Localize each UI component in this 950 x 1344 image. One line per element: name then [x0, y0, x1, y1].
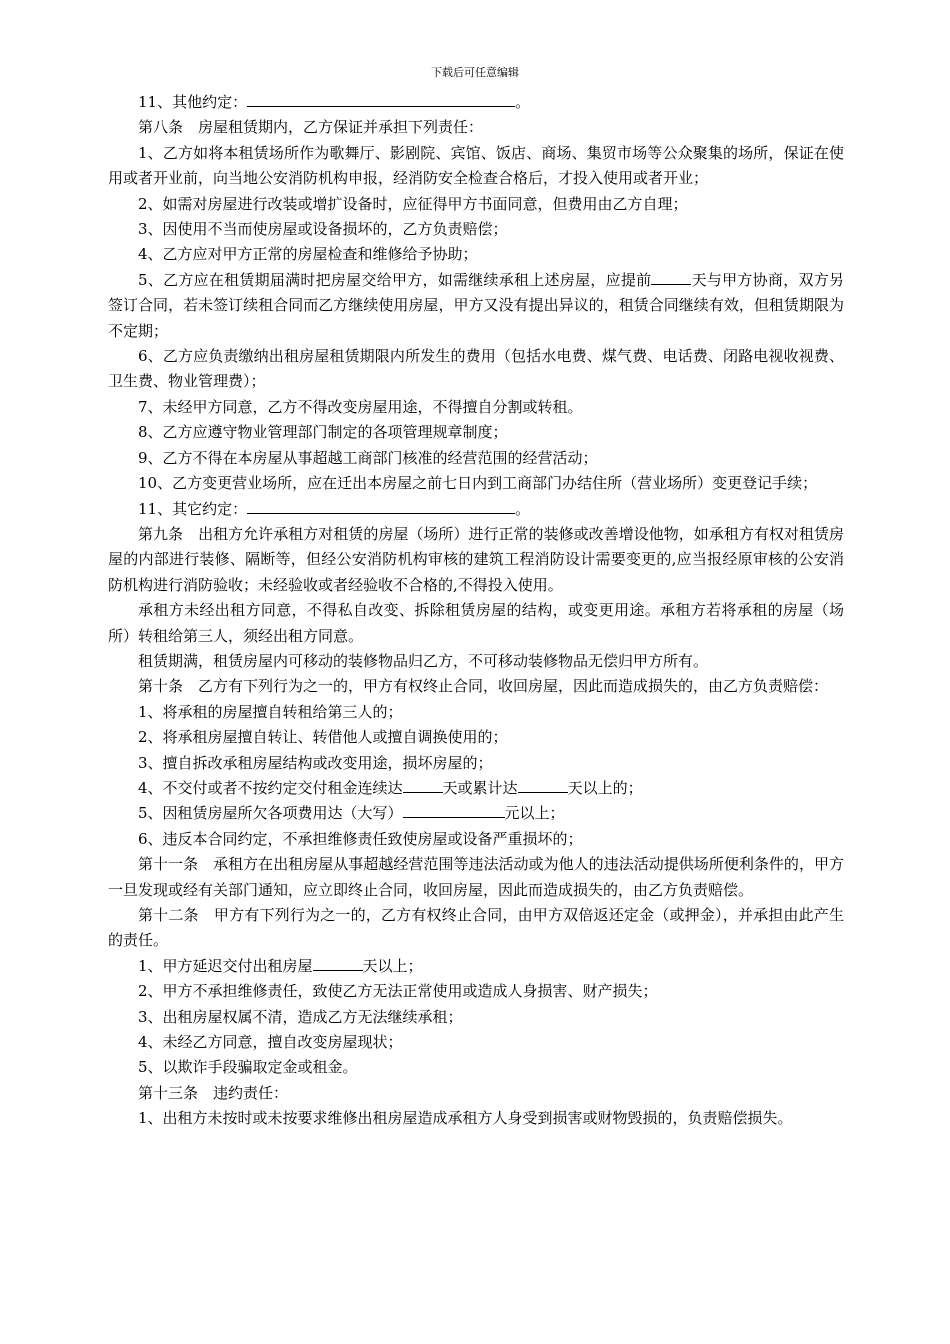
text-span: 1、甲方延迟交付出租房屋 [138, 956, 313, 975]
paragraph: 10、乙方变更营业场所，应在迁出本房屋之前七日内到工商部门办结住所（营业场所）变更登记手续； [138, 474, 818, 493]
paragraph: 5、以欺诈手段骗取定金或租金。 [138, 1058, 358, 1077]
paragraph: 8、乙方应遵守物业管理部门制定的各项管理规章制度； [138, 423, 508, 442]
fill-blank[interactable] [313, 955, 363, 971]
paragraph: 4、乙方应对甲方正常的房屋检查和维修给予协助； [138, 245, 478, 264]
paragraph [108, 776, 844, 801]
clause-12: 第十二条 甲方有下列行为之一的，乙方有权终止合同，由甲方双倍返还定金（或押金），并承担由此产生的责任。 [108, 906, 844, 950]
clause-8-item-11 [108, 90, 844, 115]
paragraph: 租赁期满，租赁房屋内可移动的装修物品归乙方，不可移动装修物品无偿归甲方所有。 [138, 651, 709, 670]
paragraph [108, 801, 844, 826]
text-span: 天以上； [362, 956, 423, 975]
clause-13: 第十三条 违约责任： [138, 1083, 289, 1102]
paragraph: 承租方未经出租方同意，不得私自改变、拆除租赁房屋的结构，或变更用途。承租方若将承租的房屋（场所）转租给第三人，须经出租方同意。 [108, 601, 844, 645]
paragraph: 3、擅自拆改承租房屋结构或改变用途，损坏房屋的； [138, 753, 493, 772]
text-span: 。 [515, 499, 531, 518]
text-span: 元以上； [504, 804, 565, 823]
paragraph: 6、乙方应负责缴纳出租房屋租赁期限内所发生的费用（包括水电费、煤气费、电话费、闭路电视收视费、卫生费、物业管理费）； [108, 347, 844, 391]
text-span: 5、乙方应在租赁期届满时把房屋交给甲方，如需继续承租上述房屋，应提前 [138, 270, 652, 289]
paragraph: 7、未经甲方同意，乙方不得改变房屋用途，不得擅自分割或转租。 [138, 397, 583, 416]
text-span: 天与甲方协商，双方另签订合同，若未签订续租合同而乙方继续使用房屋，甲方又没有提出异议的，租赁合同继续有效，但租赁期限为不定期； [108, 270, 844, 340]
paragraph: 9、乙方不得在本房屋从事超越工商部门核准的经营范围的经营活动； [138, 448, 598, 467]
document-body [108, 90, 844, 1132]
fill-blank[interactable] [403, 777, 443, 793]
paragraph: 3、出租房屋权属不清，造成乙方无法继续承租； [138, 1007, 463, 1026]
fill-blank[interactable] [247, 498, 515, 514]
fill-blank[interactable] [247, 91, 515, 107]
paragraph: 1、出租方未按时或未按要求维修出租房屋造成承租方人身受到损害或财物毁损的，负责赔偿损失。 [138, 1109, 793, 1128]
paragraph [108, 497, 844, 522]
text-span: 天以上的； [567, 778, 643, 797]
paragraph: 2、将承租房屋擅自转让、转借他人或擅自调换使用的； [138, 728, 508, 747]
clause-10: 第十条 乙方有下列行为之一的，甲方有权终止合同，收回房屋，因此而造成损失的，由乙方负责赔偿： [138, 677, 829, 696]
paragraph: 3、因使用不当而使房屋或设备损坏的，乙方负责赔偿； [138, 220, 508, 239]
text-span: 。 [515, 93, 531, 111]
fill-blank[interactable] [518, 777, 568, 793]
paragraph [108, 268, 844, 344]
text-span: 11、其它约定： [138, 499, 248, 518]
text-span: 天或累计达 [442, 778, 518, 797]
paragraph: 1、乙方如将本租赁场所作为歌舞厅、影剧院、宾馆、饭店、商场、集贸市场等公众聚集的场所，保证在使用或者开业前，向当地公安消防机构申报，经消防安全检查合格后，才投入使用或者开业； [108, 143, 844, 188]
clause-8-heading: 第八条 房屋租赁期内，乙方保证并承担下列责任： [138, 118, 484, 137]
paragraph [108, 954, 844, 979]
paragraph: 6、违反本合同约定，不承担维修责任致使房屋或设备严重损坏的； [138, 829, 583, 848]
text-span: 5、因租赁房屋所欠各项费用达（大写） [138, 804, 403, 823]
clause-11: 第十一条 承租方在出租房屋从事超越经营范围等违法活动或为他人的违法活动提供场所便利条件的，甲方一旦发现或经有关部门通知，应立即终止合同，收回房屋，因此而造成损失的，由乙方负责赔偿。 [108, 855, 844, 899]
paragraph: 2、如需对房屋进行改装或增扩设备时，应征得甲方书面同意，但费用由乙方自理； [138, 194, 688, 213]
fill-blank[interactable] [651, 269, 691, 285]
clause-9: 第九条 出租方允许承租方对租赁的房屋（场所）进行正常的装修或改善增设他物，如承租方有权对租赁房屋的内部进行装修、隔断等，但经公安消防机构审核的建筑工程消防设计需要变更的,应当报经原审核的公安消防机构进行消防验收；未经验收或者经验收不合格的,不得投入使用。 [108, 524, 844, 594]
text-span: 11、其他约定： [138, 93, 248, 111]
paragraph: 4、未经乙方同意，擅自改变房屋现状； [138, 1033, 403, 1052]
text-span: 4、不交付或者不按约定交付租金连续达 [138, 778, 403, 797]
paragraph: 1、将承租的房屋擅自转租给第三人的； [138, 702, 403, 721]
page-header: 下载后可任意编辑 [431, 66, 519, 79]
fill-blank[interactable] [403, 802, 505, 818]
paragraph: 2、甲方不承担维修责任，致使乙方无法正常使用或造成人身损害、财产损失； [138, 982, 658, 1001]
